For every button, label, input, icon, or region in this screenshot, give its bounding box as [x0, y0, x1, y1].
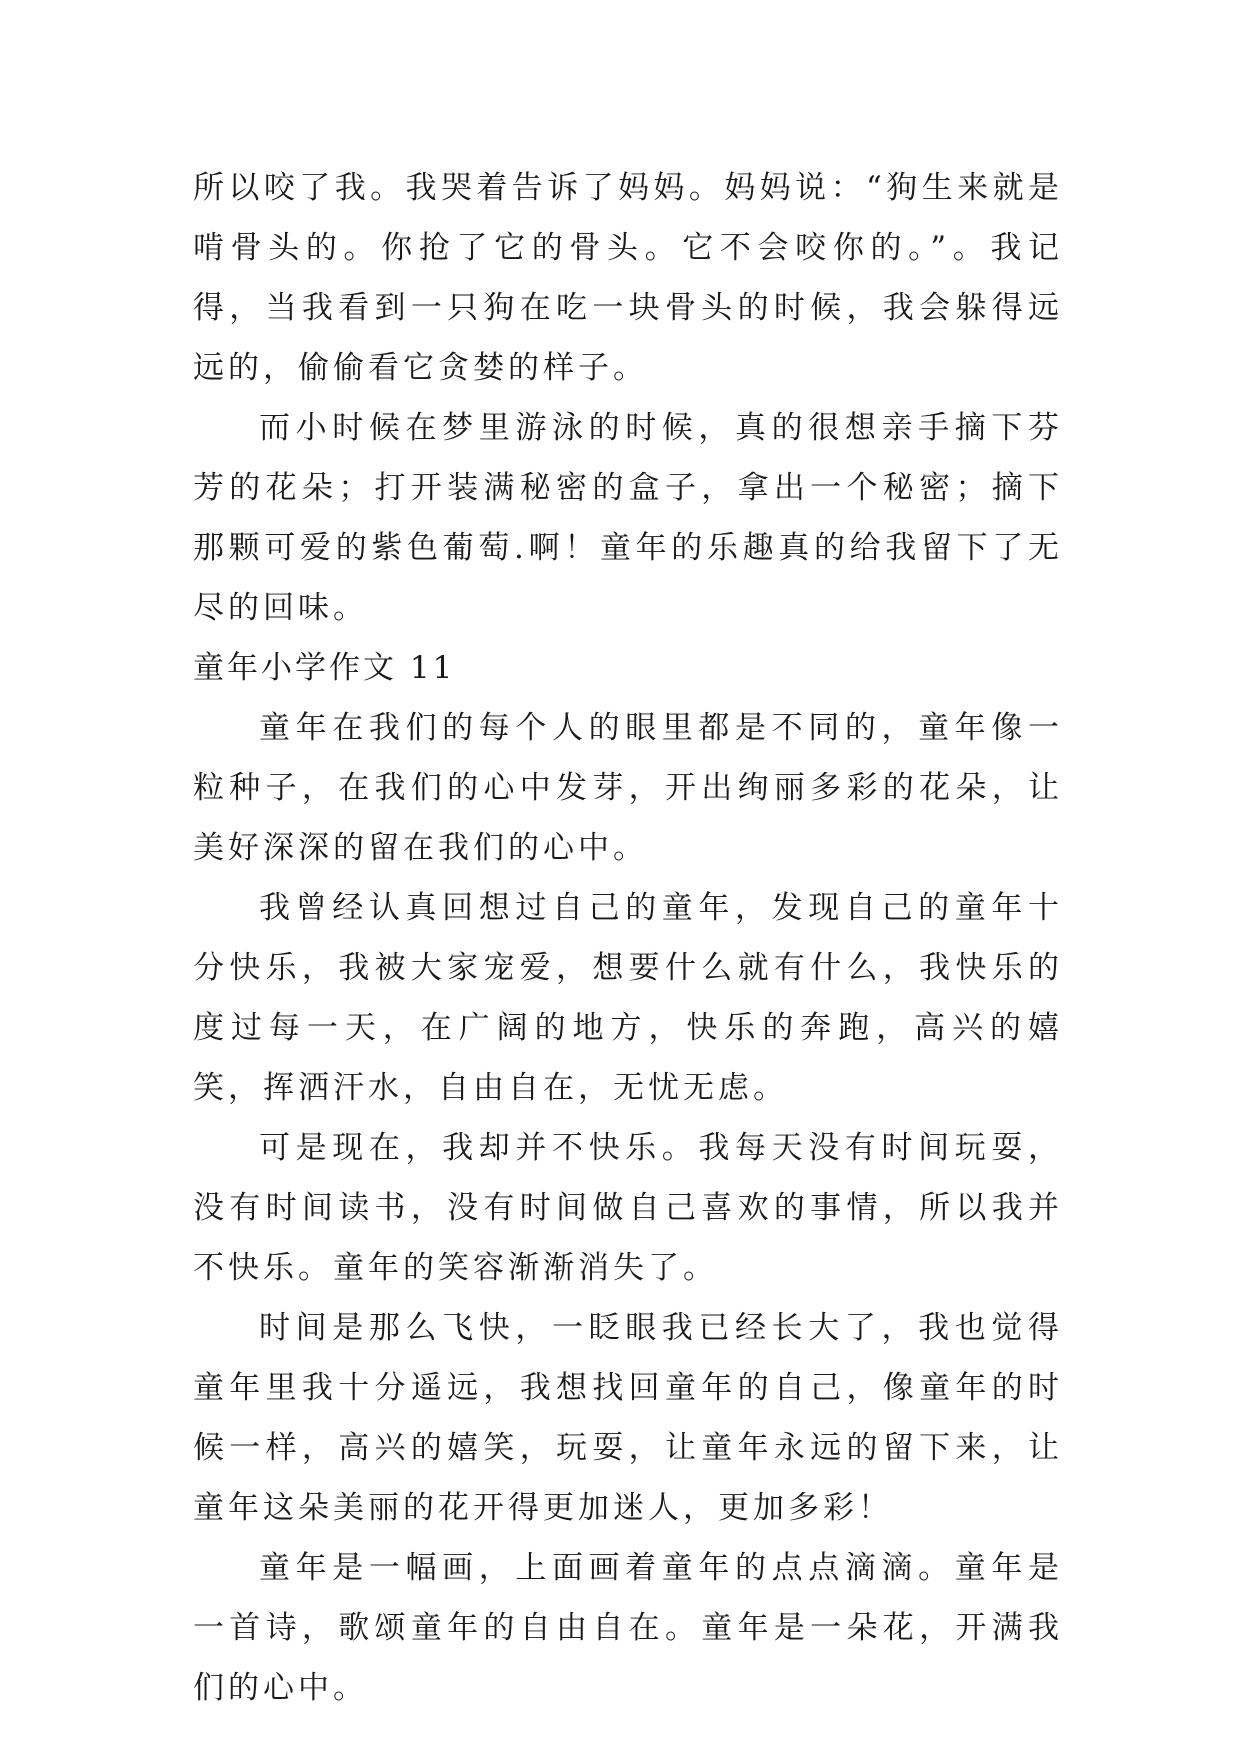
paragraph: 我曾经认真回想过自己的童年，发现自己的童年十分快乐，我被大家宠爱，想要什么就有什么，我快乐的度过每一天，在广阔的地方，快乐的奔跑，高兴的嬉笑，挥洒汗水，自由自在，无忧无虑。: [193, 890, 1063, 1106]
section-heading: 童年小学作文 11: [193, 650, 456, 686]
paragraph-continuation: 所以咬了我。我哭着告诉了妈妈。妈妈说：“狗生来就是啃骨头的。你抢了它的骨头。它不会咬你的。”。我记得，当我看到一只狗在吃一块骨头的时候，我会躲得远远的，偷偷看它贪婪的样子。: [193, 170, 1063, 386]
paragraph: 而小时候在梦里游泳的时候，真的很想亲手摘下芬芳的花朵；打开装满秘密的盒子，拿出一个秘密；摘下那颗可爱的紫色葡萄.啊！童年的乐趣真的给我留下了无尽的回味。: [193, 410, 1063, 626]
paragraph: 童年是一幅画，上面画着童年的点点滴滴。童年是一首诗，歌颂童年的自由自在。童年是一朵花，开满我们的心中。: [193, 1550, 1063, 1706]
paragraph: 童年在我们的每个人的眼里都是不同的，童年像一粒种子，在我们的心中发芽，开出绚丽多彩的花朵，让美好深深的留在我们的心中。: [193, 710, 1063, 866]
paragraph: 时间是那么飞快，一眨眼我已经长大了，我也觉得童年里我十分遥远，我想找回童年的自己，像童年的时候一样，高兴的嬉笑，玩耍，让童年永远的留下来，让童年这朵美丽的花开得更加迷人，更加多彩！: [193, 1310, 1063, 1526]
paragraph: 可是现在，我却并不快乐。我每天没有时间玩耍，没有时间读书，没有时间做自己喜欢的事情，所以我并不快乐。童年的笑容渐渐消失了。: [193, 1130, 1063, 1286]
document-body: [193, 158, 1063, 1718]
